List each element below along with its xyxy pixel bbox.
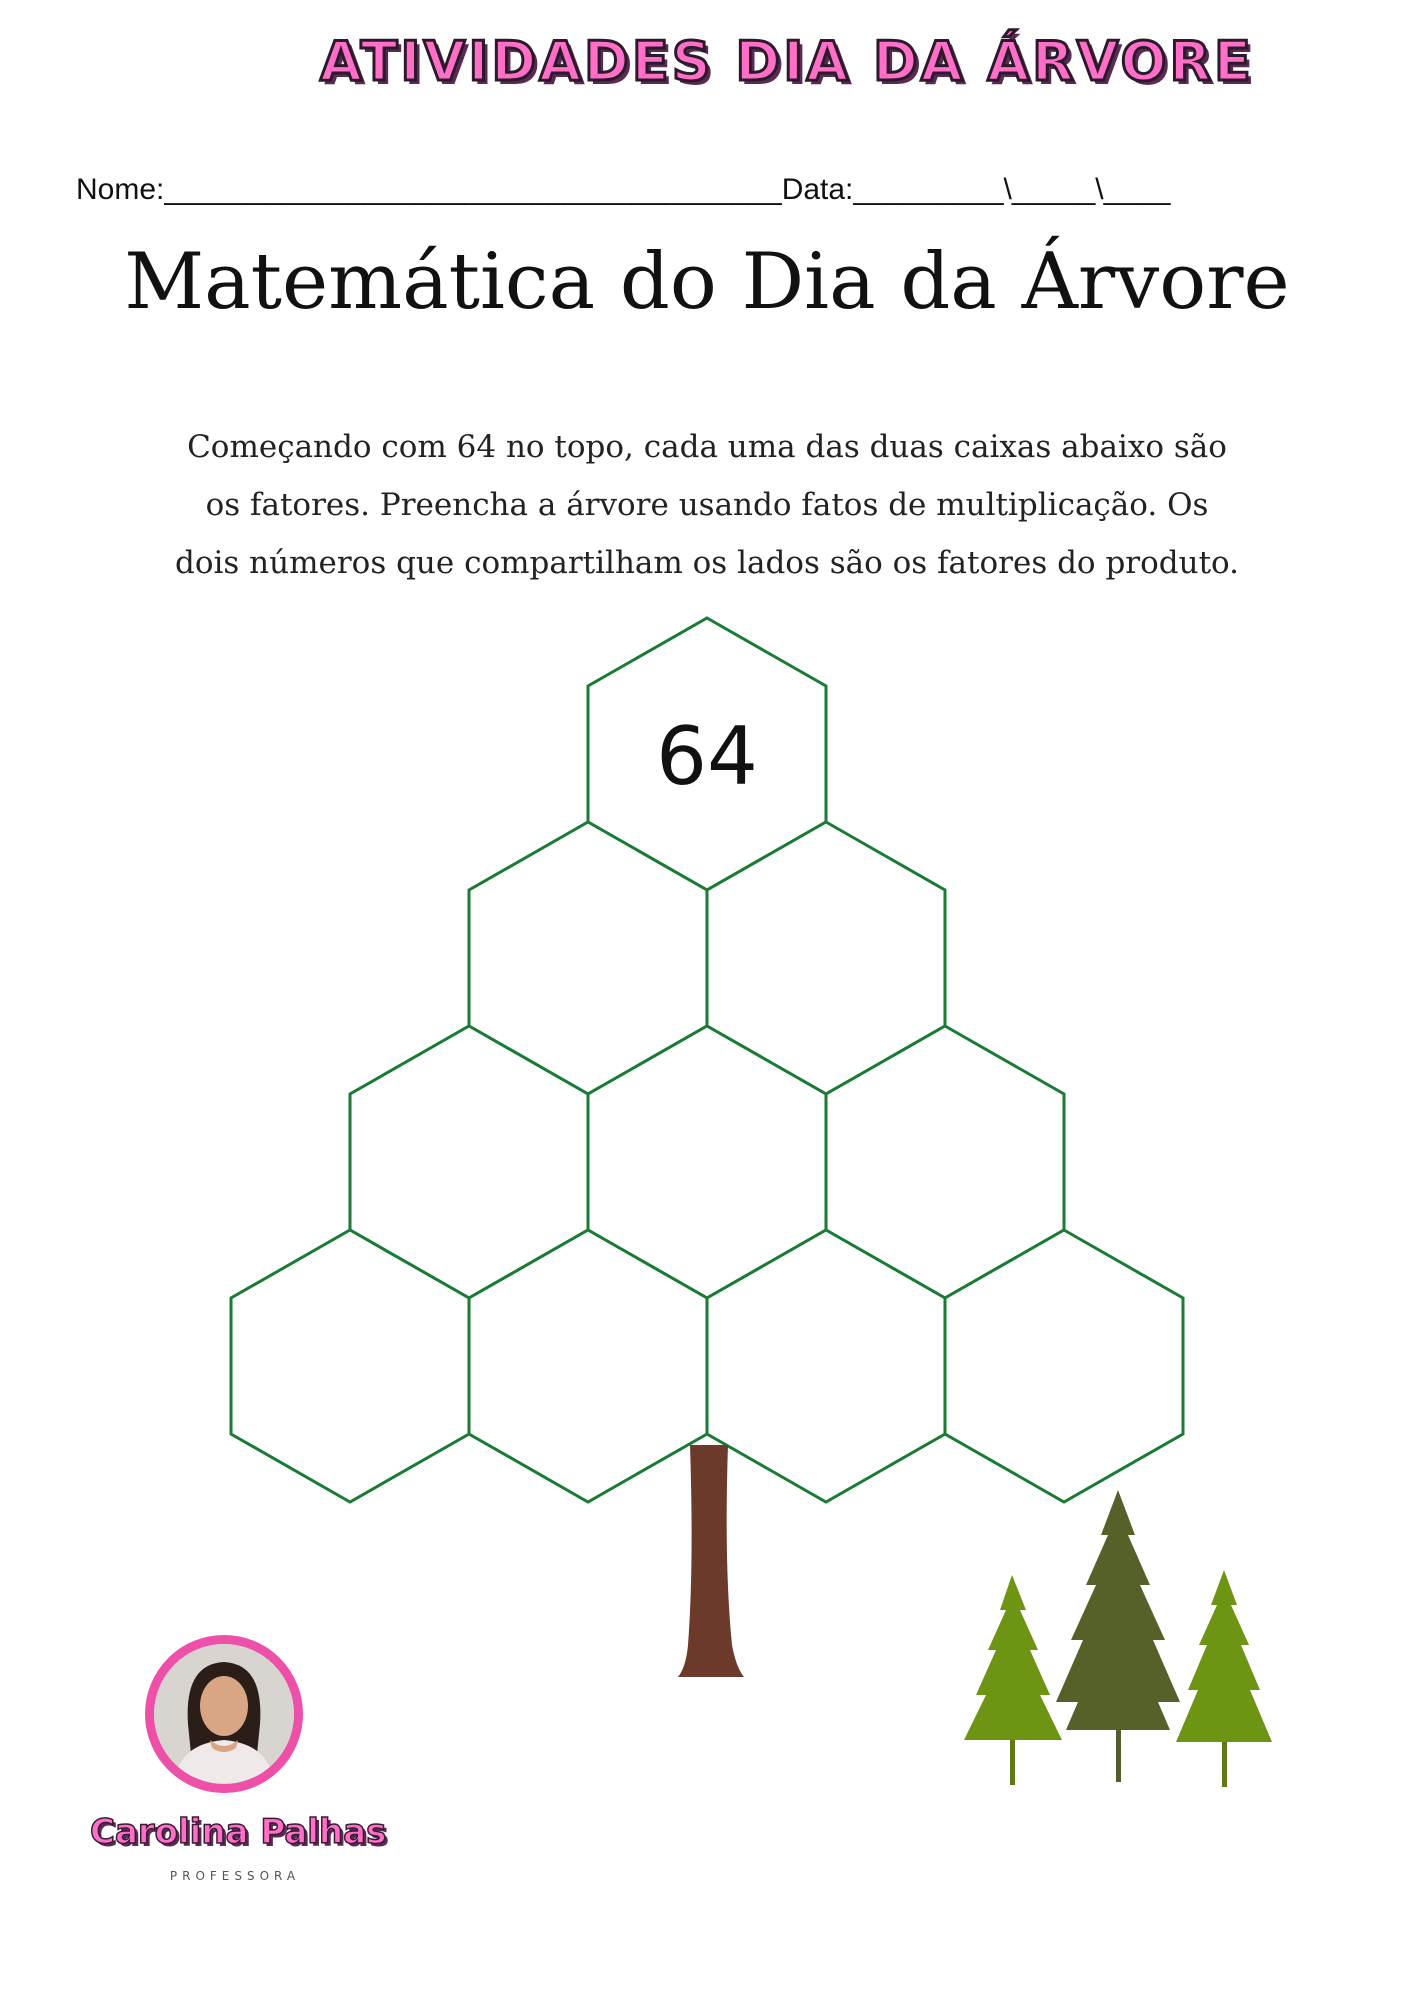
brand-subtitle: PROFESSORA bbox=[169, 1869, 301, 1883]
brand-name: Carolina Palhas bbox=[90, 1812, 387, 1852]
instructions bbox=[120, 418, 1294, 592]
tree-trunk bbox=[660, 1445, 760, 1680]
instructions-line-3: dois números que compartilham os lados são os fatores do produto. bbox=[174, 545, 1240, 581]
page-title: Matemática do Dia da Árvore bbox=[124, 237, 1290, 327]
pine-trees-illustration bbox=[960, 1490, 1290, 1790]
teacher-avatar bbox=[145, 1635, 303, 1793]
instructions-line-2: os fatores. Preencha a árvore usando fatos de multiplicação. Os bbox=[205, 487, 1209, 523]
pine-tree-dark bbox=[1056, 1490, 1180, 1782]
worksheet-header-title: ATIVIDADES DIA DA ÁRVORE bbox=[320, 30, 1254, 93]
instructions-line-1: Começando com 64 no topo, cada uma das duas caixas abaixo são bbox=[187, 429, 1227, 465]
hex-box-top-value: 64 bbox=[656, 710, 758, 803]
pine-tree-left bbox=[964, 1575, 1062, 1785]
pine-tree-right bbox=[1176, 1570, 1272, 1787]
name-date-fill-line: Nome:_____________________________________Data:_________\_____\____ bbox=[76, 173, 1171, 206]
